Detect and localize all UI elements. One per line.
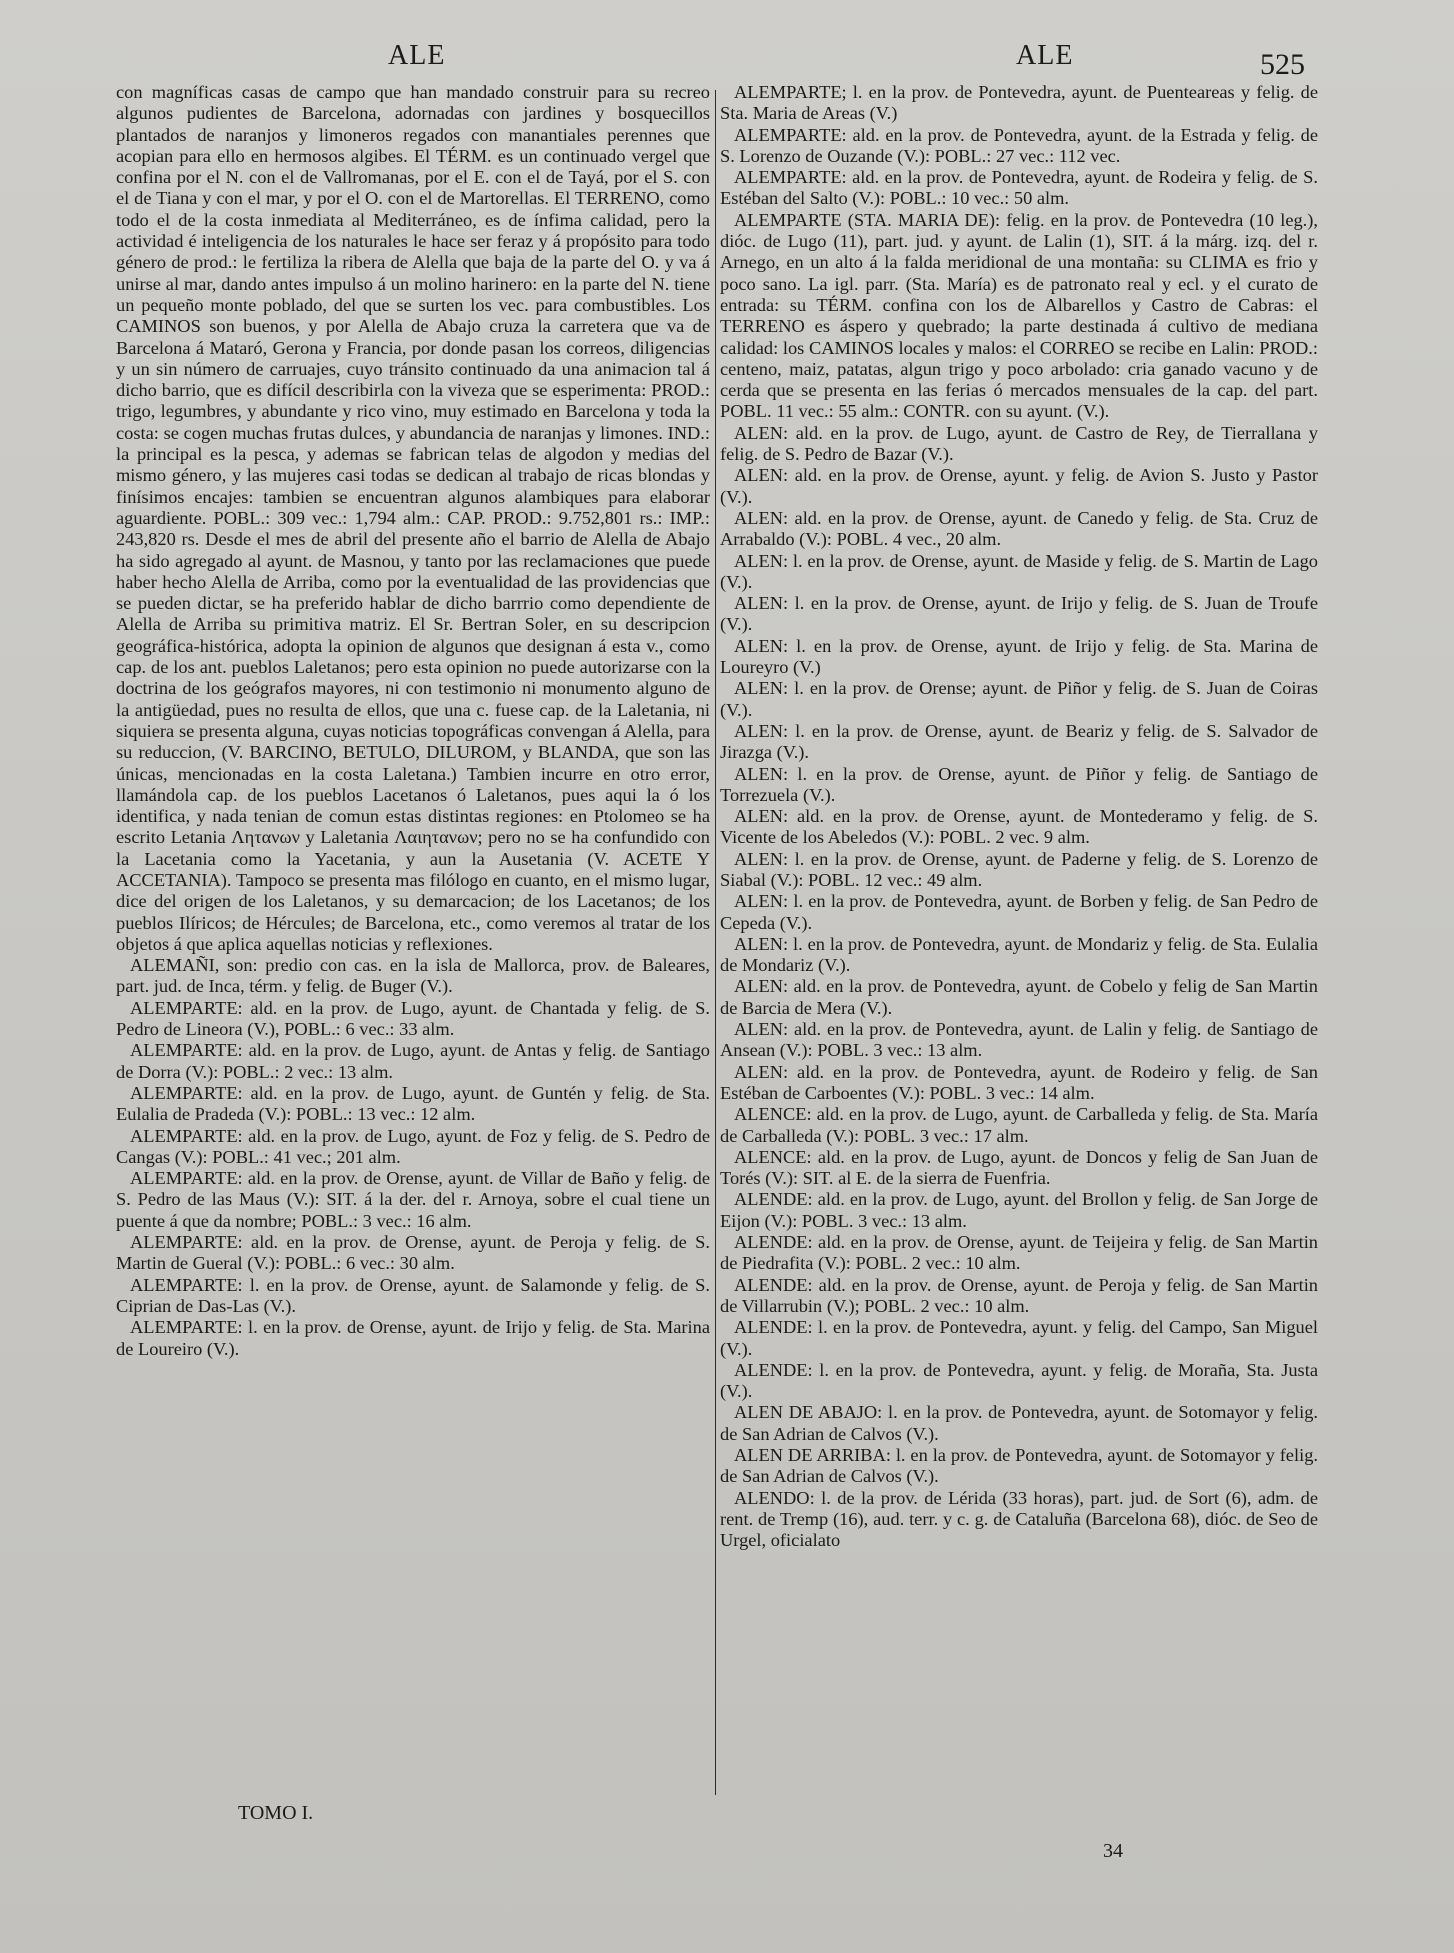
entry: ALEMPARTE: ald. en la prov. de Lugo, ayunt. de Guntén y felig. de Sta. Eulalia de Pradeda (V.): POBL.: 13 vec.: 12 alm.: [116, 1082, 710, 1125]
running-head-left: ALE: [388, 40, 446, 71]
entry: ALENDE: ald. en la prov. de Lugo, ayunt. del Brollon y felig. de San Jorge de Eijon (V.): POBL. 3 vec.: 13 alm.: [720, 1189, 1318, 1231]
entry: ALEMPARTE (STA. MARIA DE): felig. en la prov. de Pontevedra (10 leg.), dióc. de Lugo (11), part. jud. y ayunt. de Lalin (1), SIT. á la márg. izq. del r. Arnego, en un alto á la falda meridional de una montaña: su CLIMA es frio y poco sano. La igl. parr. (Sta. María) es de patronato real y ecl. y el curato de entrada: su TÉRM. confina con los de Albarellos y Castro de Cabras: el TERRENO es áspero y quebrado; la parte destinada á cultivo de mediana calidad: los CAMINOS locales y malos: el CORREO se recibe en Lalin: PROD.: centeno, maiz, patatas, algun trigo y poco arbolado: cria ganado vacuno y de cerda que se presenta en las ferias ó mercados mensuales de la cap. del part. POBL. 11 vec.: 55 alm.: CONTR. con su ayunt. (V.).: [720, 209, 1318, 422]
entry: ALEN: ald. en la prov. de Orense, ayunt. y felig. de Avion S. Justo y Pastor (V.).: [720, 465, 1318, 507]
entry: ALEMPARTE: ald. en la prov. de Lugo, ayunt. de Chantada y felig. de S. Pedro de Lineora (V.), POBL.: 6 vec.: 33 alm.: [116, 997, 710, 1040]
entry: ALEMPARTE: ald. en la prov. de Orense, ayunt. de Villar de Baño y felig. de S. Pedro de las Maus (V.): SIT. á la der. del r. Arnoya, sobre el cual tiene un puente á que da nombre; POBL.: 3 vec.: 16 alm.: [116, 1168, 710, 1231]
entry: ALEN DE ABAJO: l. en la prov. de Pontevedra, ayunt. de Sotomayor y felig. de San Adrian de Calvos (V.).: [720, 1402, 1318, 1444]
entry: ALENCE: ald. en la prov. de Lugo, ayunt. de Carballeda y felig. de Sta. María de Carballeda (V.): POBL. 3 vec.: 17 alm.: [720, 1104, 1318, 1146]
right-column: [720, 82, 1318, 1551]
entry: ALEN: ald. en la prov. de Pontevedra, ayunt. de Rodeiro y felig. de San Estéban de Carboentes (V.): POBL. 3 vec.: 14 alm.: [720, 1061, 1318, 1103]
entry: ALEMPARTE: ald. en la prov. de Orense, ayunt. de Peroja y felig. de S. Martin de Gueral (V.): POBL.: 6 vec.: 30 alm.: [116, 1232, 710, 1274]
running-head-right: ALE: [1016, 40, 1074, 71]
entry: ALENDO: l. de la prov. de Lérida (33 horas), part. jud. de Sort (6), adm. de rent. de Tremp (16), aud. terr. y c. g. de Cataluña (Barcelona 68), dióc. de Seo de Urgel, oficialato: [720, 1487, 1318, 1551]
entry: ALENDE: l. en la prov. de Pontevedra, ayunt. y felig. de Moraña, Sta. Justa (V.).: [720, 1359, 1318, 1402]
entry: ALEN: l. en la prov. de Pontevedra, ayunt. de Borben y felig. de San Pedro de Cepeda (V.).: [720, 891, 1318, 933]
entry: ALEMPARTE: l. en la prov. de Orense, ayunt. de Irijo y felig. de Sta. Marina de Loureiro (V.).: [116, 1317, 710, 1359]
entry: ALEMPARTE: l. en la prov. de Orense, ayunt. de Salamonde y felig. de S. Ciprian de Das-Las (V.).: [116, 1274, 710, 1316]
entry: ALEMPARTE: ald. en la prov. de Pontevedra, ayunt. de la Estrada y felig. de S. Lorenzo de Ouzande (V.): POBL.: 27 vec.: 112 vec.: [720, 124, 1318, 166]
entry: ALEN: l. en la prov. de Orense, ayunt. de Irijo y felig. de Sta. Marina de Loureyro (V.): [720, 635, 1318, 678]
signature-mark: 34: [1103, 1840, 1123, 1862]
column-divider: [715, 90, 716, 1795]
entry: ALEN: ald. en la prov. de Orense, ayunt. de Montederamo y felig. de S. Vicente de los Abeledos (V.): POBL. 2 vec. 9 alm.: [720, 806, 1318, 848]
entry: ALEMPARTE; l. en la prov. de Pontevedra, ayunt. de Puenteareas y felig. de Sta. Maria de Areas (V.): [720, 82, 1318, 124]
entry: ALEN: l. en la prov. de Orense, ayunt. de Piñor y felig. de Santiago de Torrezuela (V.).: [720, 763, 1318, 805]
entry: ALENDE: ald. en la prov. de Orense, ayunt. de Teijeira y felig. de San Martin de Piedrafita (V.): POBL. 2 vec.: 10 alm.: [720, 1232, 1318, 1274]
entry-continuation: con magníficas casas de campo que han mandado construir para su recreo algunos pudientes de Barcelona, adornadas con jardines y bosquecillos plantados de naranjos y limoneros regados con manantiales perennes que acopian para ello en hermosos algibes. El TÉRM. es un continuado vergel que confina por el N. con el de Vallromanas, por el E. con el de Tayá, por el S. con el de Tiana y con el mar, y por el O. con el de Martorellas. El TERRENO, como todo el de la costa inmediata al Mediterráneo, es de ínfima calidad, pero la actividad é inteligencia de los naturales le hace ser feraz y á propósito para todo género de prod.: le fertiliza la ribera de Alella que baja de la parte del O. y va á unirse al mar, dando antes impulso á un molino harinero: en la parte del N. tiene un pequeño monte poblado, del que se surten los vec. para combustibles. Los CAMINOS son buenos, y por Alella de Abajo cruza la carretera que va de Barcelona á Mataró, Gerona y Francia, por donde pasan los correos, diligencias y un sin número de carruajes, cuyo tránsito continuado da una animacion tal á dicho barrio, que es difícil describirla con la viveza que se esperimenta: PROD.: trigo, legumbres, y abundante y rico vino, muy estimado en Barcelona y toda la costa: se cogen muchas frutas dulces, y abundancia de naranjas y limones. IND.: la principal es la pesca, y ademas se fabrican telas de algodon y medias del mismo género, y las mujeres casi todas se dedican al trabajo de ricas blondas y finísimos encajes: tambien se encuentran algunos alambiques para elaborar aguardiente. POBL.: 309 vec.: 1,794 alm.: CAP. PROD.: 9.752,801 rs.: IMP.: 243,820 rs. Desde el mes de abril del presente año el barrio de Alella de Abajo ha sido agregado al ayunt. de Masnou, y tanto por las reclamaciones que puede haber hecho Alella de Arriba, como por la eventualidad de las providencias que se pueden dictar, se ha preferido hablar de dicho barrrio como dependiente de Alella de Arriba su primitiva matriz. El Sr. Bertran Soler, en su descripcion geográfica-histórica, adopta la opinion de algunos que designan á esta v., como cap. de los ant. pueblos Laletanos; pero esta opinion no puede autorizarse con la doctrina de los geógrafos mayores, ni con testimonio ni monumento alguno de la antigüedad, pues no resulta de ellos, que una c. fuese cap. de la Laletania, ni siquiera se presenta alguna, cuyas noticias topográficas convengan á Alella, para su reduccion, (V. BARCINO, BETULO, DILUROM, y BLANDA, que son las únicas, mencionadas en la costa Laletana.) Tambien incurre en otro error, llamándola cap. de los pueblos Lacetanos ó Laletanos, pues aqui la ó los identifica, y nada tenian de comun estas distintas regiones: en Ptolomeo se ha escrito Letania Λητανων y Laletania Λαιητανων; pero no se ha confundido con la Lacetania como la Yacetania, y aun la Ausetania (V. ACETE Y ACCETANIA). Tampoco se presenta mas filólogo en cuanto, en el mismo lugar, dice del origen de los Laletanos, y su demarcacion; de los Lacetanos; de los pueblos Ilíricos; de Hércules; de Barcelona, etc., como veremos al tratar de los objetos á que aplica aquellas noticias y reflexiones.: [116, 82, 710, 954]
page-number: 525: [1260, 48, 1305, 81]
entry: ALEMPARTE: ald. en la prov. de Lugo, ayunt. de Foz y felig. de S. Pedro de Cangas (V.): POBL.: 41 vec.; 201 alm.: [116, 1125, 710, 1167]
entry: ALEN: ald. en la prov. de Pontevedra, ayunt. de Cobelo y felig de San Martin de Barcia de Mera (V.).: [720, 976, 1318, 1018]
entry: ALEN: ald. en la prov. de Lugo, ayunt. de Castro de Rey, de Tierrallana y felig. de S. Pedro de Bazar (V.).: [720, 422, 1318, 465]
entry: ALEN: l. en la prov. de Orense, ayunt. de Maside y felig. de S. Martin de Lago (V.).: [720, 550, 1318, 592]
entry: ALENCE: ald. en la prov. de Lugo, ayunt. de Doncos y felig de San Juan de Torés (V.): SIT. al E. de la sierra de Fuenfria.: [720, 1146, 1318, 1189]
entry: ALEN: ald. en la prov. de Pontevedra, ayunt. de Lalin y felig. de Santiago de Ansean (V.): POBL. 3 vec.: 13 alm.: [720, 1019, 1318, 1061]
entry: ALEMPARTE: ald. en la prov. de Pontevedra, ayunt. de Rodeira y felig. de S. Estéban del Salto (V.): POBL.: 10 vec.: 50 alm.: [720, 167, 1318, 209]
volume-label: TOMO I.: [238, 1802, 314, 1824]
entry: ALEN: l. en la prov. de Orense, ayunt. de Irijo y felig. de S. Juan de Troufe (V.).: [720, 593, 1318, 635]
entry: ALEN DE ARRIBA: l. en la prov. de Pontevedra, ayunt. de Sotomayor y felig. de San Adrian de Calvos (V.).: [720, 1445, 1318, 1487]
entry: ALEN: l. en la prov. de Orense, ayunt. de Paderne y felig. de S. Lorenzo de Siabal (V.): POBL. 12 vec.: 49 alm.: [720, 848, 1318, 890]
entry: ALEMAÑI, son: predio con cas. en la isla de Mallorca, prov. de Baleares, part. jud. de Inca, térm. y felig. de Buger (V.).: [116, 955, 710, 997]
left-column: [116, 82, 710, 1360]
entry: ALEMPARTE: ald. en la prov. de Lugo, ayunt. de Antas y felig. de Santiago de Dorra (V.): POBL.: 2 vec.: 13 alm.: [116, 1040, 710, 1082]
entry: ALENDE: l. en la prov. de Pontevedra, ayunt. y felig. del Campo, San Miguel (V.).: [720, 1317, 1318, 1359]
entry: ALEN: l. en la prov. de Pontevedra, ayunt. de Mondariz y felig. de Sta. Eulalia de Mondariz (V.).: [720, 933, 1318, 976]
entry: ALEN: ald. en la prov. de Orense, ayunt. de Canedo y felig. de Sta. Cruz de Arrabaldo (V.): POBL. 4 vec., 20 alm.: [720, 507, 1318, 550]
entry: ALEN: l. en la prov. de Orense, ayunt. de Beariz y felig. de S. Salvador de Jirazga (V.).: [720, 720, 1318, 763]
entry: ALENDE: ald. en la prov. de Orense, ayunt. de Peroja y felig. de San Martin de Villarrubin (V.); POBL. 2 vec.: 10 alm.: [720, 1274, 1318, 1316]
entry: ALEN: l. en la prov. de Orense; ayunt. de Piñor y felig. de S. Juan de Coiras (V.).: [720, 678, 1318, 720]
